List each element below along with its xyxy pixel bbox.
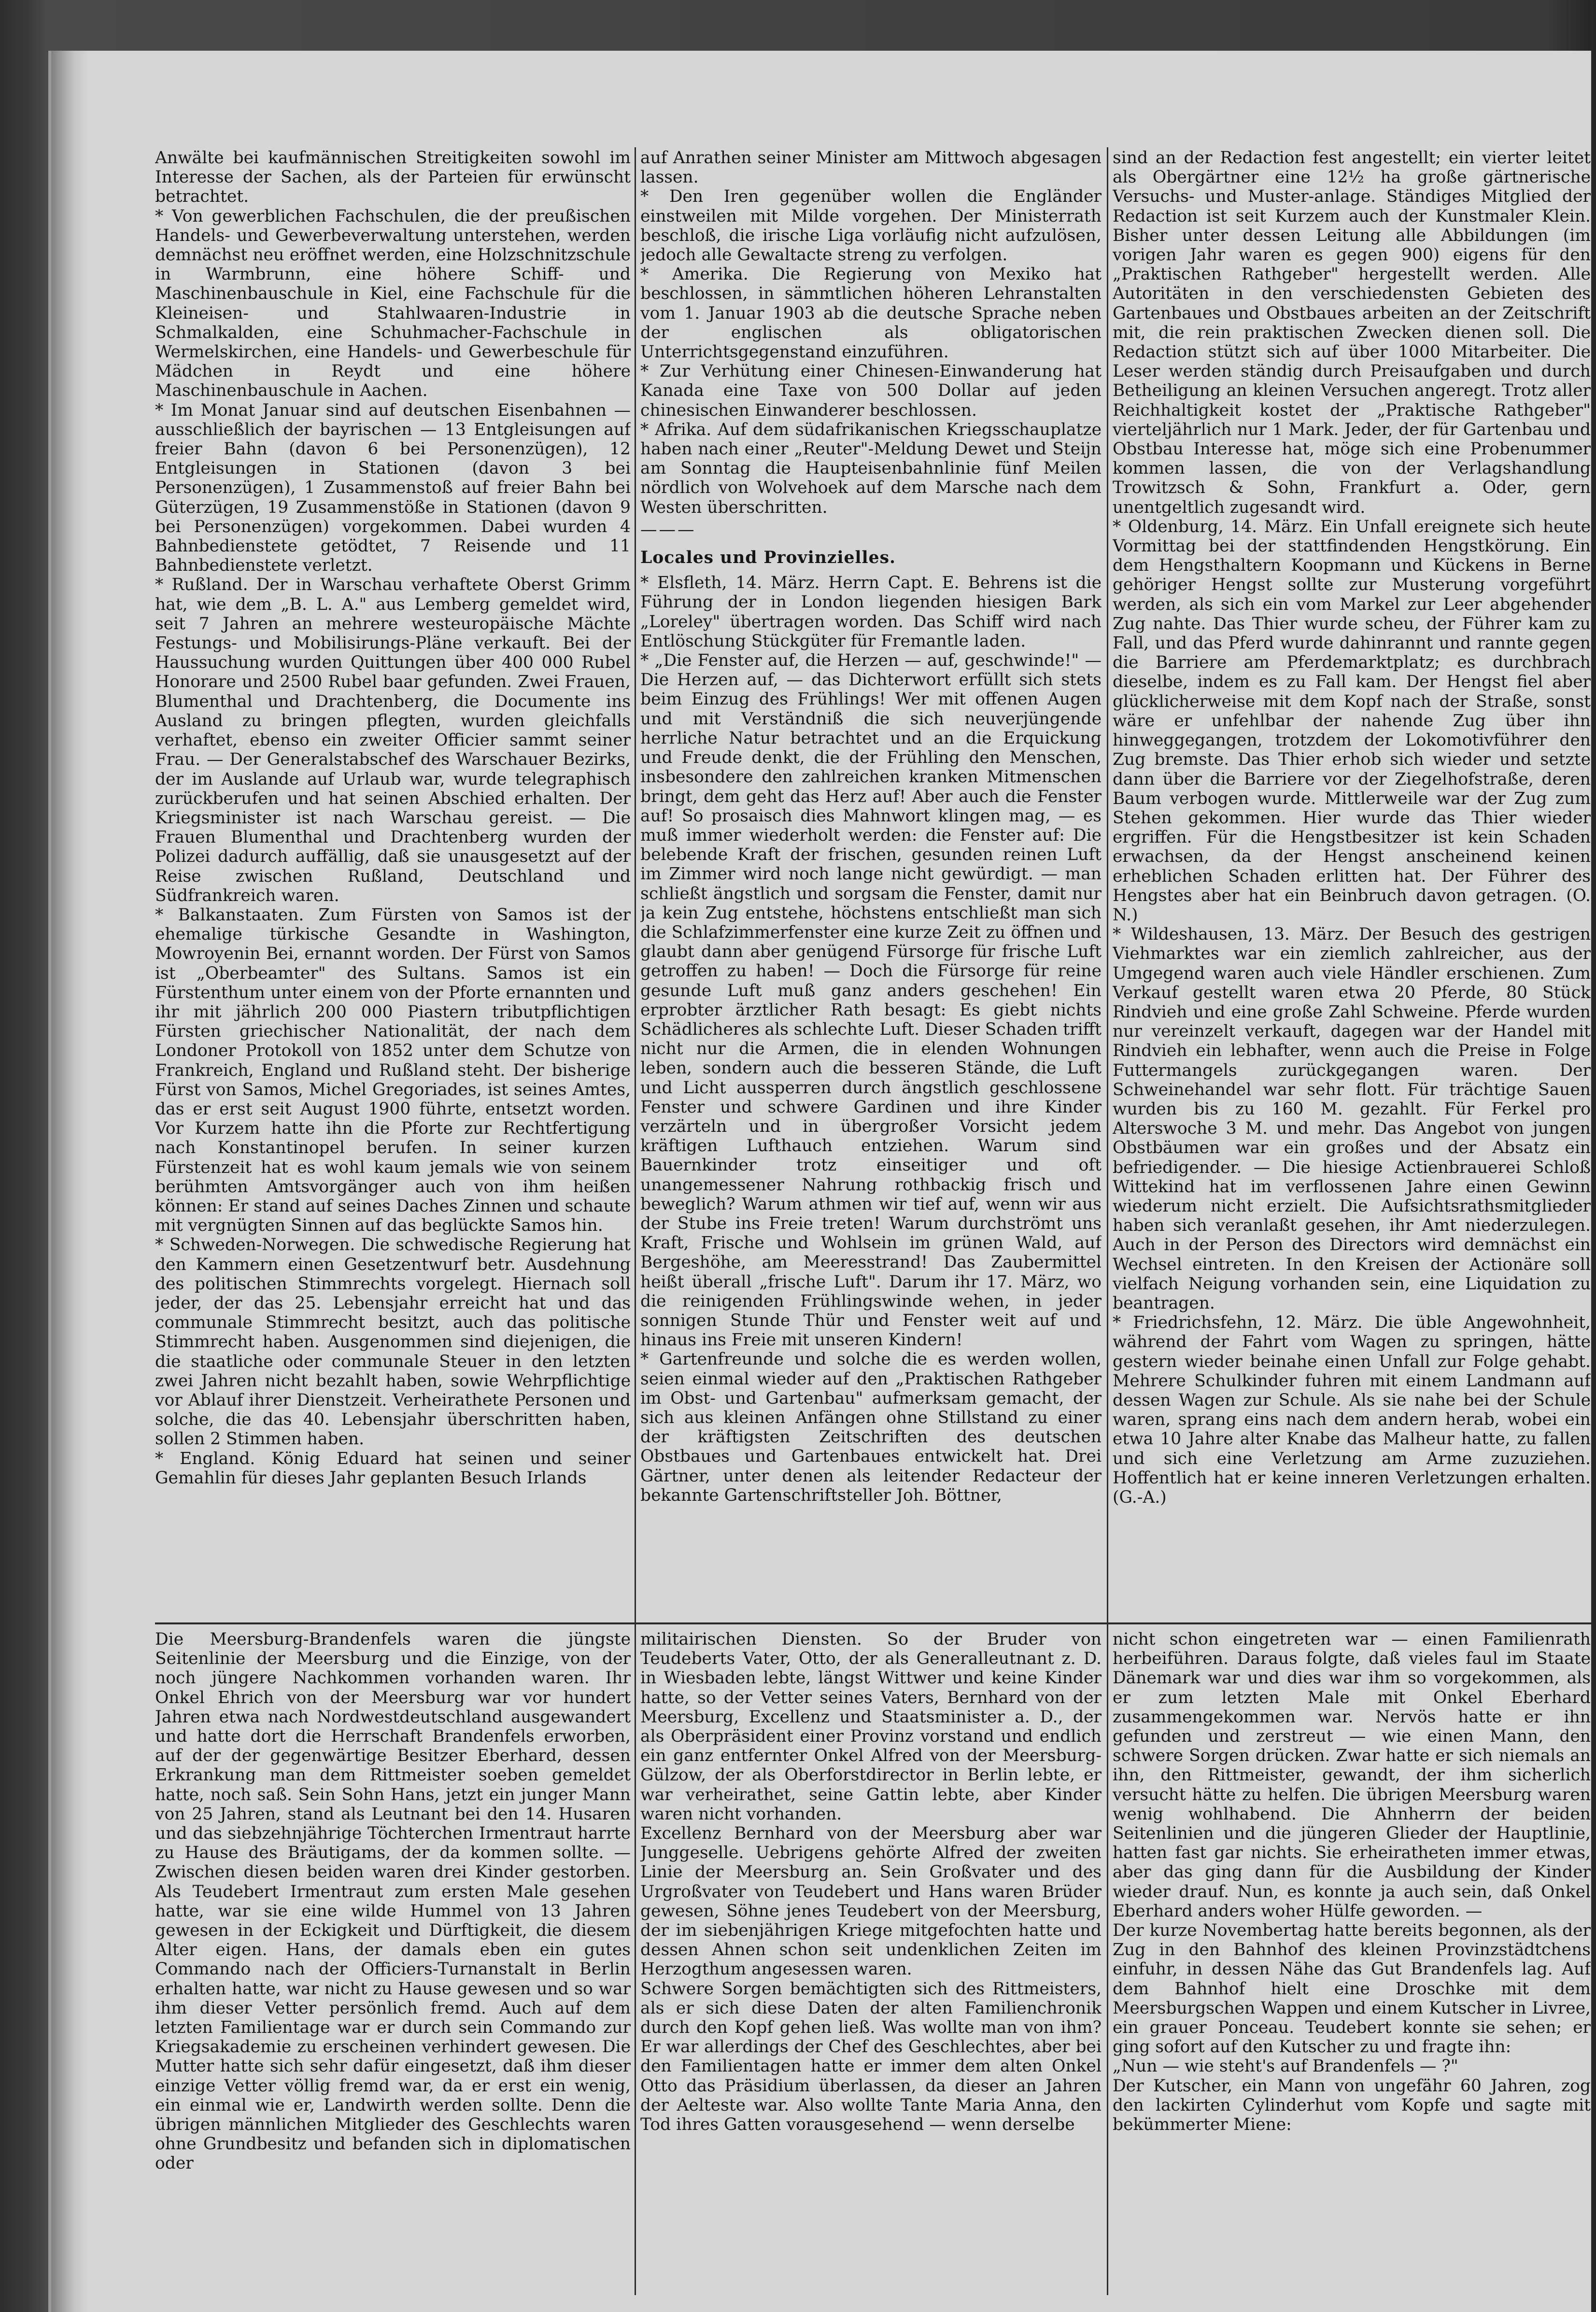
paragraph: Anwälte bei kaufmännischen Streitigkeiten sowohl im Interesse der Sachen, als der Parteien für erwünscht betrachtet.: [155, 148, 631, 207]
column-3: [1113, 148, 1591, 1621]
paragraph: * Elsfleth, 14. März. Herrn Capt. E. Behrens ist die Führung der in London liegenden hiesigen Bark „Loreley" übertragen worden. Das Schiff wird nach Entlöschung Stückgüter für Fremantle laden.: [640, 573, 1102, 651]
column-2: [640, 148, 1102, 1621]
column-rule: [1107, 147, 1108, 1630]
feuilleton-column-1: [155, 1630, 631, 2291]
paragraph: „Nun — wie steht's auf Brandenfels — ?": [1113, 2057, 1458, 2076]
paragraph: Excellenz Bernhard von der Meersburg aber war Junggeselle. Uebrigens gehörte Alfred der zweiten Linie der Meersburg an. Sein Großvater und des Urgroßvater von Teudebert und Hans waren Brüder gewesen, Söhne jenes Teudebert von der Meersburg, der im siebenjährigen Kriege mitgefochten hatte und dessen Ahnen schon seit undenklichen Zeiten im Herzogthum angesessen waren.: [640, 1824, 1102, 1979]
column-rule: [635, 1629, 636, 2295]
feuilleton-column-2: [640, 1630, 1102, 2291]
paragraph: auf Anrathen seiner Minister am Mittwoch abgesagen lassen.: [640, 148, 1102, 187]
section-separator: ———: [640, 520, 696, 539]
paragraph: Schwere Sorgen bemächtigten sich des Rittmeisters, als er sich diese Daten der alten Familienchronik durch den Kopf gehen ließ. Was wollte man von ihm? Er war allerdings der Chef des Geschlechtes, aber bei den Familientagen hatte er immer dem alten Onkel Otto das Präsidium überlassen, da dieser an Jahren der Aelteste war. Also wollte Tante Maria Anna, den Tod ihres Gatten vorausgesehend — wenn derselbe: [640, 1979, 1102, 2135]
paragraph: militairischen Diensten. So der Bruder von Teudeberts Vater, Otto, der als Generalleutnant z. D. in Wiesbaden lebte, längst Wittwer und keine Kinder hatte, so der Vetter seines Vaters, Bernhard von der Meersburg, Excellenz und Staatsminister a. D., der als Oberpräsident einer Provinz vorstand und endlich ein ganz entfernter Onkel Alfred von der Meersburg-Gülzow, der als Oberforstdirector in Berlin lebte, er war verheirathet, seine Gattin lebte, aber Kinder waren nicht vorhanden.: [640, 1630, 1102, 1824]
paragraph: sind an der Redaction fest angestellt; ein vierter leitet als Obergärtner eine 12½ ha große gärtnerische Versuchs- und Muster-anlage. Ständiges Mitglied der Redaction ist seit Kurzem auch der Kunstmaler Klein. Bisher unter dessen Leitung alle Abbildungen (im vorigen Jahr waren es gegen 900) eigens für den „Praktischen Rathgeber" hergestellt werden. Alle Autoritäten in den verschiedensten Gebieten des Gartenbaues und Obstbaues arbeiten an der Zeitschrift mit, die rein praktischen Zwecken dienen soll. Die Redaction stützt sich auf über 1000 Mitarbeiter. Die Leser werden ständig durch Preisaufgaben und durch Betheiligung an kleinen Versuchen angeregt. Trotz aller Reichhaltigkeit kostet der „Praktische Rathgeber" vierteljährlich nur 1 Mark. Jeder, der für Gartenbau und Obstbau Interesse hat, möge sich eine Probenummer kommen lassen, die von der Verlagshandlung Trowitzsch & Sohn, Frankfurt a. Oder, gern unentgeltlich zugesandt wird.: [1113, 148, 1591, 517]
section-rule: [155, 1622, 1591, 1624]
newspaper-page: [48, 51, 1591, 2312]
paragraph: * Schweden-Norwegen. Die schwedische Regierung hat den Kammern einen Gesetzentwurf betr. Ausdehnung des politischen Stimmrechts vorgelegt. Hiernach soll jeder, der das 25. Lebensjahr erreicht hat und das communale Stimmrecht besitzt, auch das politische Stimmrecht haben. Ausgenommen sind diejenigen, die die staatliche oder communale Steuer in den letzten zwei Jahren nicht bezahlt haben, sowie Wehrpflichtige vor Ablauf ihrer Dienstzeit. Verheirathete Personen und solche, die das 40. Lebensjahr überschritten haben, sollen 2 Stimmen haben.: [155, 1235, 631, 1449]
paragraph: * Wildeshausen, 13. März. Der Besuch des gestrigen Viehmarktes war ein ziemlich zahlreicher, aus der Umgegend waren auch viele Händler erschienen. Zum Verkauf gestellt waren etwa 20 Pferde, 80 Stück Rindvieh und eine große Zahl Schweine. Pferde wurden nur vereinzelt verkauft, dagegen war der Handel mit Rindvieh ein lebhafter, wenn auch die Preise in Folge Futtermangels zurückgegangen waren. Der Schweinehandel war sehr flott. Für trächtige Sauen wurden bis zu 160 M. gezahlt. Für Ferkel pro Alterswoche 3 M. und mehr. Das Angebot von jungen Obstbäumen war ein großes und der Absatz ein befriedigender. — Die hiesige Actienbrauerei Schloß Wittekind hat im verflossenen Jahre einen Gewinn wiederum nicht erzielt. Die Aufsichtsrathsmitglieder haben sich veranlaßt gesehen, ihr Amt niederzulegen. Auch in der Person des Directors wird demnächst ein Wechsel eintreten. In den Kreisen der Actionäre soll vielfach Neigung vorhanden sein, eine Liquidation zu beantragen.: [1113, 925, 1591, 1313]
section-heading: Locales und Provinzielles.: [640, 548, 896, 568]
paragraph: Der kurze Novembertag hatte bereits begonnen, als der Zug in den Bahnhof des kleinen Provinzstädtchens einfuhr, in dessen Nähe das Gut Brandenfels lag. Auf dem Bahnhof hielt eine Droschke mit dem Meersburgschen Wappen und einem Kutscher in Livree, ein grauer Ponceau. Teudebert konnte sie sehen; er ging sofort auf den Kutscher zu und fragte ihn:: [1113, 1921, 1591, 2057]
paragraph: * Im Monat Januar sind auf deutschen Eisenbahnen — ausschließlich der bayrischen — 13 Entgleisungen auf freier Bahn (davon 6 bei Personenzügen), 12 Entgleisungen in Stationen (davon 3 bei Personenzügen), 1 Zusammenstoß auf freier Bahn bei Güterzügen, 19 Zusammenstöße in Stationen (davon 9 bei Personenzügen) vorgekommen. Dabei wurden 4 Bahnbedienstete getödtet, 7 Reisende und 11 Bahnbedienstete verletzt.: [155, 400, 631, 576]
feuilleton-column-3: [1113, 1630, 1591, 2291]
paragraph: * Oldenburg, 14. März. Ein Unfall ereignete sich heute Vormittag bei der stattfindenden Hengstkörung. Ein dem Hengsthaltern Koopmann und Kückens in Berne gehöriger Hengst sollte zur Musterung vorgeführt werden, als sich ein vom Markel zur Leer abgehender Zug nahte. Das Thier wurde scheu, der Führer kam zu Fall, und das Pferd wurde dahinrannt und rannte gegen die Barriere am Pferdemarktplatz; es durchbrach dieselbe, indem es zu Fall kam. Der Hengst fiel aber glücklicherweise mit dem Kopf nach der Straße, sonst wäre er unfehlbar der nahende Zug über ihn hinweggegangen, trotzdem der Lokomotivführer den Zug bremste. Das Thier erhob sich wieder und setzte dann über die Barriere vor der Ziegelhofstraße, deren Baum verbogen wurde. Mittlerweile war der Zug zum Stehen gekommen. Hier wurde das Thier wieder ergriffen. Für die Hengstbesitzer ist kein Schaden erwachsen, da der Hengst anscheinend keinen erheblichen Schaden erlitten hat. Der Führer des Hengstes aber hat ein Beinbruch davon getragen. (O. N.): [1113, 517, 1591, 925]
paragraph: * Von gewerblichen Fachschulen, die der preußischen Handels- und Gewerbeverwaltung unterstehen, werden demnächst neu eröffnet werden, eine Holzschnitzschule in Warmbrunn, eine höhere Schiff- und Maschinenbauschule in Kiel, eine Fachschule für die Kleineisen- und Stahlwaaren-Industrie in Schmalkalden, eine Schuhmacher-Fachschule in Wermelskirchen, eine Handels- und Gewerbeschule für Mädchen in Reydt und eine höhere Maschinenbauschule in Aachen.: [155, 206, 631, 401]
paragraph: Der Kutscher, ein Mann von ungefähr 60 Jahren, zog den lackirten Cylinderhut vom Kopfe und sagte mit bekümmerter Miene:: [1113, 2076, 1591, 2135]
paragraph: * England. König Eduard hat seinen und seiner Gemahlin für dieses Jahr geplanten Besuch Irlands: [155, 1449, 631, 1488]
column-rule: [635, 147, 636, 1630]
paragraph: * Zur Verhütung einer Chinesen-Einwanderung hat Kanada eine Taxe von 500 Dollar auf jeden chinesischen Einwanderer beschlossen.: [640, 362, 1102, 420]
paragraph: nicht schon eingetreten war — einen Familienrath herbeiführen. Daraus folgte, daß vieles faul im Staate Dänemark war und dies war ihm so vorgekommen, als er zum letzten Male mit Onkel Eberhard zusammengekommen war. Nervös hatte er ihn gefunden und zerstreut — wie einen Mann, den schwere Sorgen drücken. Zwar hatte er sich niemals an ihn, den Rittmeister, gewandt, der ihm sicherlich versucht hätte zu helfen. Die übrigen Meersburg waren wenig wohlhabend. Die Ahnherrn der beiden Seitenlinien und die jüngeren Glieder der Hauptlinie, hatten fast gar nichts. Sie erheiratheten immer etwas, aber das ging dann für die Ausbildung der Kinder wieder drauf. Nun, es konnte ja auch sein, daß Onkel Eberhard anders woher Hülfe geworden. —: [1113, 1630, 1591, 1921]
paragraph: * Afrika. Auf dem südafrikanischen Kriegsschauplatze haben nach einer „Reuter"-Meldung Dewet und Steijn am Sonntag die Haupteisenbahnlinie fünf Meilen nördlich von Wolvehoek auf dem Marsche nach dem Westen überschritten.: [640, 420, 1102, 517]
paragraph: * Den Iren gegenüber wollen die Engländer einstweilen mit Milde vorgehen. Der Ministerrath beschloß, die irische Liga vorläufig nicht aufzulösen, jedoch alle Gewaltacte streng zu verfolgen.: [640, 187, 1102, 265]
paragraph: * Amerika. Die Regierung von Mexiko hat beschlossen, in sämmtlichen höheren Lehranstalten vom 1. Januar 1903 ab die deutsche Sprache neben der englischen als obligatorischen Unterrichtsgegenstand einzuführen.: [640, 265, 1102, 362]
column-rule: [1107, 1629, 1108, 2295]
page-binding-shadow: [51, 51, 89, 2312]
paragraph: * Rußland. Der in Warschau verhaftete Oberst Grimm hat, wie dem „B. L. A." aus Lemberg gemeldet wird, seit 7 Jahren an mehrere westeuropäische Mächte Festungs- und Mobilisirungs-Pläne verkauft. Bei der Haussuchung wurden Quittungen über 400 000 Rubel Honorare und 2500 Rubel baar gefunden. Zwei Frauen, Blumenthal und Drachtenberg, die Documente ins Ausland zu bringen pflegten, wurden gleichfalls verhaftet, ebenso ein zweiter Officier sammt seiner Frau. — Der Generalstabschef des Warschauer Bezirks, der im Auslande auf Urlaub war, wurde telegraphisch zurückberufen und hat seinen Abschied erhalten. Der Kriegsminister ist nach Warschau gereist. — Die Frauen Blumenthal und Drachtenberg wurden der Polizei dadurch auffällig, daß sie unausgesetzt auf der Reise zwischen Rußland, Deutschland und Südfrankreich waren.: [155, 575, 631, 905]
column-1: [155, 148, 631, 1621]
paragraph: Die Meersburg-Brandenfels waren die jüngste Seitenlinie der Meersburg und die Einzige, von der noch jüngere Nachkommen vorhanden waren. Ihr Onkel Ehrich von der Meersburg war vor hundert Jahren etwa nach Nordwestdeutschland ausgewandert und hatte dort die Herrschaft Brandenfels erworben, auf der der gegenwärtige Besitzer Eberhard, dessen Erkrankung man dem Rittmeister soeben gemeldet hatte, noch saß. Sein Sohn Hans, jetzt ein junger Mann von 25 Jahren, stand als Leutnant bei den 14. Husaren und das siebzehnjährige Töchterchen Irmentraut harrte zu Hause des Bräutigams, der da kommen sollte. — Zwischen diesen beiden waren drei Kinder gestorben. Als Teudebert Irmentraut zum ersten Male gesehen hatte, war sie eine wilde Hummel von 13 Jahren gewesen in der Eckigkeit und Dürftigkeit, die diesem Alter eigen. Hans, der damals eben ein gutes Commando nach der Officiers-Turnanstalt in Berlin erhalten hatte, war nicht zu Hause gewesen und so war ihm dieser Vetter persönlich fremd. Auch auf dem letzten Familientage war er durch sein Commando zur Kriegsakademie zu erscheinen verhindert gewesen. Die Mutter hatte sich sehr dafür eingesetzt, daß ihm dieser einzige Vetter völlig fremd war, da er erst ein wenig, ein einmal wie er, Landwirth werden sollte. Denn die übrigen männlichen Mitglieder des Geschlechts waren ohne Grundbesitz und befanden sich in diplomatischen oder: [155, 1630, 631, 2173]
paragraph: * „Die Fenster auf, die Herzen — auf, geschwinde!" — Die Herzen auf, — das Dichterwort erfüllt sich stets beim Einzug des Frühlings! Wer mit offenen Augen und mit Verständniß die sich neuverjüngende herrliche Natur betrachtet und an die Erquickung und Freude denkt, die der Frühling den Menschen, insbesondere den zahlreichen kranken Mitmenschen bringt, dem geht das Herz auf! Aber auch die Fenster auf! So prosaisch dies Mahnwort klingen mag, — es muß immer wiederholt werden: die Fenster auf: Die belebende Kraft der frischen, gesunden reinen Luft im Zimmer wird noch lange nicht gewürdigt. — man schließt ängstlich und sorgsam die Fenster, damit nur ja kein Zug entstehe, höchstens entschließt man sich die Schlafzimmerfenster eine kurze Zeit zu öffnen und glaubt dann aber genügend Fürsorge für frische Luft getroffen zu haben! — Doch die Fürsorge für reine gesunde Luft muß ganz anders geschehen! Ein erprobter ärztlicher Rath besagt: Es giebt nichts Schädlicheres als schlechte Luft. Dieser Schaden trifft nicht nur die Armen, die in elenden Wohnungen leben, sondern auch die besseren Stände, die Luft und Licht aussperren durch ängstlich geschlossene Fenster und schwere Gardinen und ihre Kinder verzärteln und in übergroßer Vorsicht jedem kräftigen Lufthauch entziehen. Warum sind Bauernkinder trotz einseitiger und oft unangemessener Nahrung rothbackig frisch und beweglich? Warum athmen wir tief auf, wenn wir aus der Stube ins Freie treten! Warum durchströmt uns Kraft, Frische und Wohlsein im grünen Wald, auf Bergeshöhe, am Meeresstrand! Das Zaubermittel heißt überall „frische Luft". Darum ihr 17. März, wo die reinigenden Frühlingswinde wehen, in jeder sonnigen Stunde Thür und Fenster weit auf und hinaus ins Freie mit unseren Kindern!: [640, 651, 1102, 1350]
paragraph: * Friedrichsfehn, 12. März. Die üble Angewohnheit, während der Fahrt vom Wagen zu springen, hätte gestern wieder beinahe einen Unfall zur Folge gehabt. Mehrere Schulkinder fuhren mit einem Landmann auf dessen Wagen zur Schule. Als sie nahe bei der Schule waren, sprang eins nach dem andern herab, wobei ein etwa 10 Jahre alter Knabe das Malheur hatte, zu fallen und sich eine Verletzung am Arme zuzuziehen. Hoffentlich hat er keine inneren Verletzungen erhalten. (G.-A.): [1113, 1313, 1591, 1508]
paragraph: * Gartenfreunde und solche die es werden wollen, seien einmal wieder auf den „Praktischen Rathgeber im Obst- und Gartenbau" aufmerksam gemacht, der sich aus kleinen Anfängen ohne Stillstand zu einer der kräftigsten Zeitschriften des deutschen Obstbaues und Gartenbaues entwickelt hat. Drei Gärtner, unter denen als leitender Redacteur der bekannte Gartenschriftsteller Joh. Böttner,: [640, 1350, 1102, 1505]
paragraph: * Balkanstaaten. Zum Fürsten von Samos ist der ehemalige türkische Gesandte in Washington, Mowroyenin Bei, ernannt worden. Der Fürst von Samos ist „Oberbeamter" des Sultans. Samos ist ein Fürstenthum unter einem von der Pforte ernannten und ihr mit jährlich 200 000 Piastern tributpflichtigen Fürsten griechischer Nationalität, der nach dem Londoner Protokoll von 1852 unter dem Schutze von Frankreich, England und Rußland steht. Der bisherige Fürst von Samos, Michel Gregoriades, ist seines Amtes, das er erst seit August 1900 führte, entsetzt worden. Vor Kurzem hatte ihn die Pforte zur Rechtfertigung nach Konstantinopel berufen. In seiner kurzen Fürstenzeit hat es wohl kaum jemals wie von seinem berühmten Amtsvorgänger auch von ihm heißen können: Er stand auf seines Daches Zinnen und schaute mit vergnügten Sinnen auf das beglückte Samos hin.: [155, 905, 631, 1236]
